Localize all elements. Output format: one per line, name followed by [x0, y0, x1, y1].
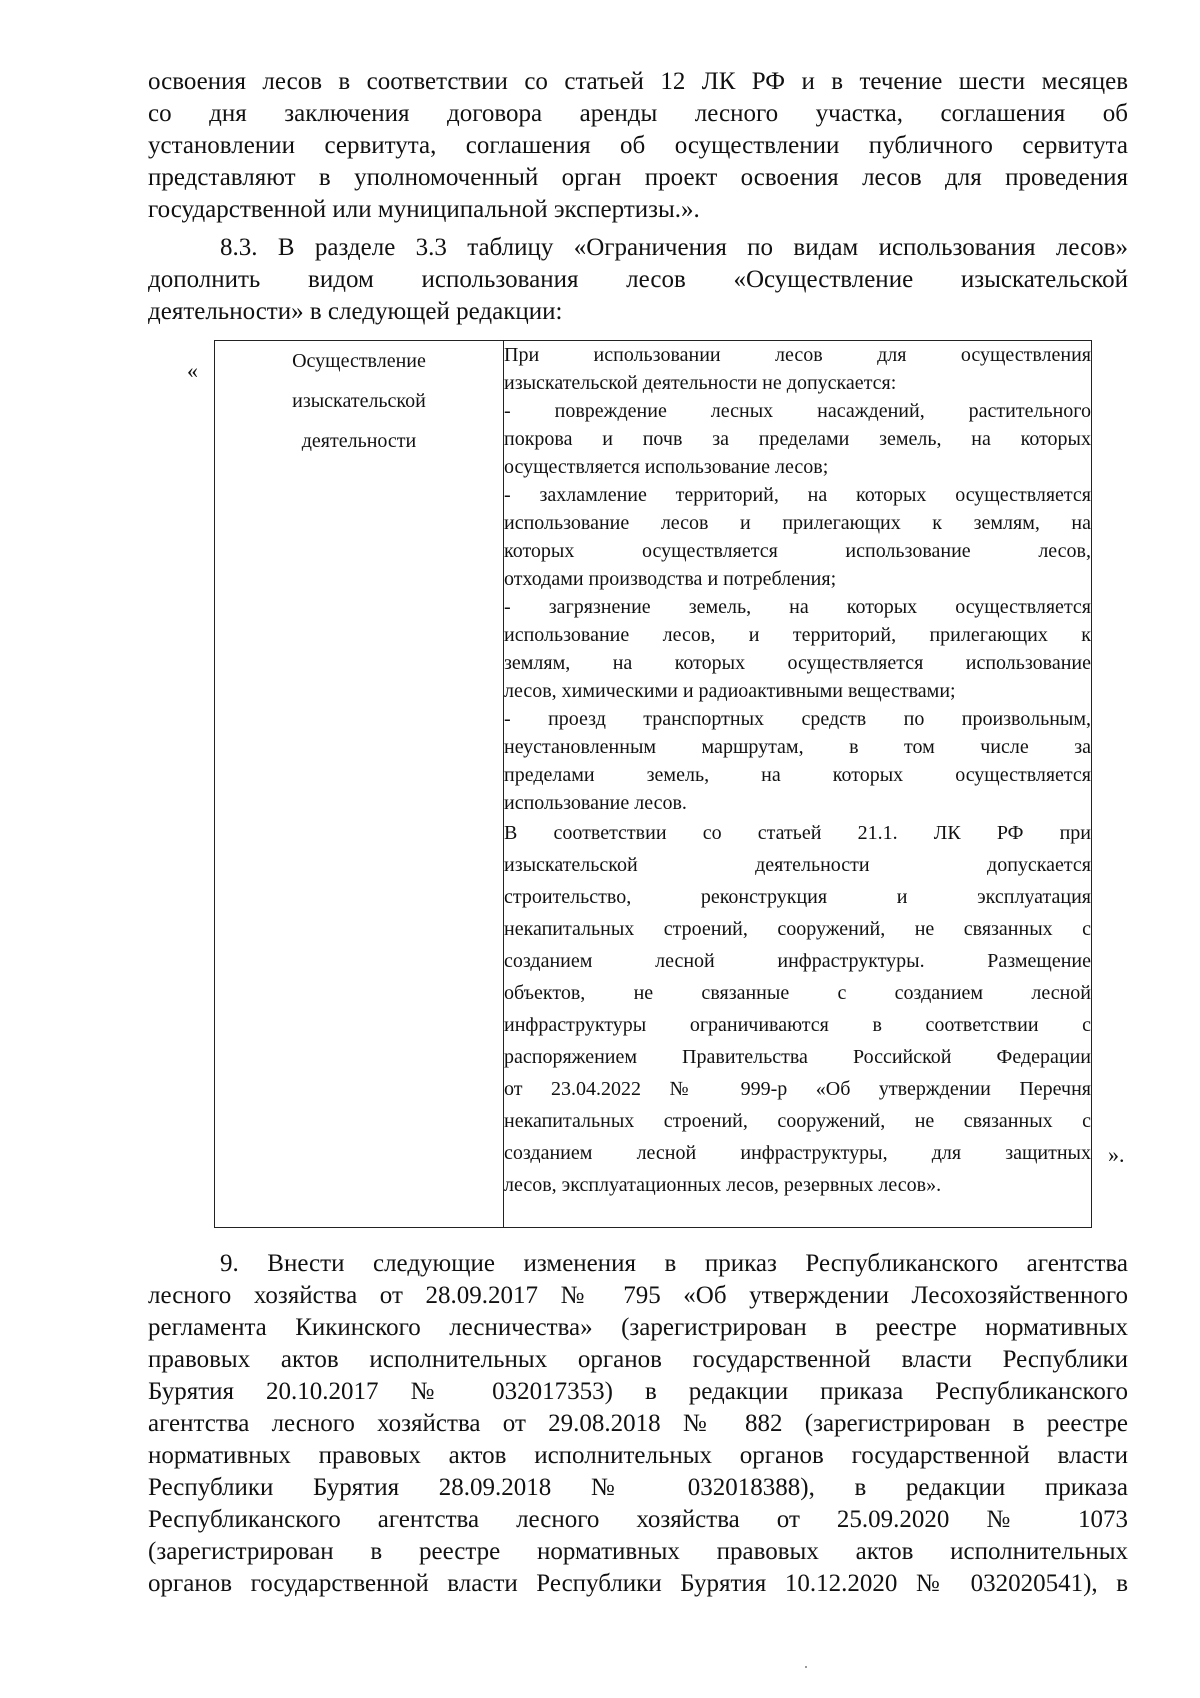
open-quote: «	[187, 358, 198, 383]
text-line: дополнить видом использования лесов «Осуществление изыскательской	[148, 266, 1128, 293]
text-line: землям, на которых осуществляется использование	[504, 652, 1091, 674]
text-line: - загрязнение земель, на которых осуществляется	[504, 596, 1091, 618]
section-9-paragraph	[148, 1248, 1128, 1600]
text-line: покрова и почв за пределами земель, на которых	[504, 428, 1091, 450]
text-line: созданием лесной инфраструктуры. Размещение	[504, 950, 1091, 972]
text-line: правовых актов исполнительных органов государственной власти Республики	[148, 1346, 1128, 1373]
text-line: - захламление территорий, на которых осуществляется	[504, 484, 1091, 506]
use-kind-line: изыскательской	[292, 390, 426, 412]
text-line: некапитальных строений, сооружений, не связанных с	[504, 918, 1091, 940]
text-line: лесов, химическими и радиоактивными веществами;	[504, 680, 956, 702]
text-line: агентства лесного хозяйства от 29.08.2018 № 882 (зарегистрирован в реестре	[148, 1410, 1128, 1437]
text-line: строительство, реконструкция и эксплуатация	[504, 886, 1091, 908]
text-line: регламента Кикинского лесничества» (зарегистрирован в реестре нормативных	[148, 1314, 1128, 1341]
text-line: Республиканского агентства лесного хозяйства от 25.09.2020 № 1073	[148, 1506, 1128, 1533]
close-quote: ».	[1108, 1142, 1125, 1167]
text-line: лесного хозяйства от 28.09.2017 № 795 «Об утверждении Лесохозяйственного	[148, 1282, 1128, 1309]
restrictions-table	[214, 340, 1092, 1228]
text-line: некапитальных строений, сооружений, не связанных с	[504, 1110, 1091, 1132]
top-paragraph	[148, 66, 1128, 226]
text-line: неустановленным маршрутам, в том числе за	[504, 736, 1091, 758]
text-line: объектов, не связанные с созданием лесной	[504, 982, 1091, 1004]
text-line: Республики Бурятия 28.09.2018 № 032018388), в редакции приказа	[148, 1474, 1128, 1501]
text-line: использование лесов, и территорий, прилегающих к	[504, 624, 1091, 646]
text-line: лесов, эксплуатационных лесов, резервных лесов».	[504, 1174, 942, 1196]
text-line: - проезд транспортных средств по произвольным,	[504, 708, 1091, 730]
text-line: от 23.04.2022 № 999-р «Об утверждении Перечня	[504, 1078, 1091, 1100]
text-line: отходами производства и потребления;	[504, 568, 837, 590]
text-line: нормативных правовых актов исполнительных органов государственной власти	[148, 1442, 1128, 1469]
section-8-3-paragraph	[148, 232, 1128, 328]
text-line: использование лесов.	[504, 792, 687, 814]
text-line: осуществляется использование лесов;	[504, 456, 829, 478]
text-line: 9. Внести следующие изменения в приказ Республиканского агентства	[220, 1250, 1128, 1277]
text-line: созданием лесной инфраструктуры, для защитных	[504, 1142, 1091, 1164]
table-row	[215, 341, 1092, 1228]
text-line: органов государственной власти Республики Бурятия 10.12.2020 № 032020541), в	[148, 1570, 1128, 1597]
text-line: изыскательской деятельности не допускается:	[504, 372, 897, 394]
text-line: В соответствии со статьей 21.1. ЛК РФ при	[504, 822, 1091, 844]
text-line: представляют в уполномоченный орган проект освоения лесов для проведения	[148, 164, 1128, 191]
text-line: деятельности» в следующей редакции:	[148, 298, 563, 325]
permission-text	[504, 817, 1091, 1201]
text-line: (зарегистрирован в реестре нормативных правовых актов исполнительных	[148, 1538, 1128, 1565]
text-line: изыскательской деятельности допускается	[504, 854, 1091, 876]
text-line: со дня заключения договора аренды лесного участка, соглашения об	[148, 100, 1128, 127]
text-line: установлении сервитута, соглашения об осуществлении публичного сервитута	[148, 132, 1128, 159]
scan-speck	[805, 1666, 807, 1668]
text-line: которых осуществляется использование лесов,	[504, 540, 1091, 562]
use-kind-line: Осуществление	[292, 350, 426, 372]
restrictions-list	[504, 341, 1091, 817]
text-line: освоения лесов в соответствии со статьей 12 ЛК РФ и в течение шести месяцев	[148, 68, 1128, 95]
text-line: При использовании лесов для осуществления	[504, 344, 1091, 366]
restrictions-cell	[504, 341, 1092, 1228]
text-line: 8.3. В разделе 3.3 таблицу «Ограничения по видам использования лесов»	[220, 234, 1128, 261]
use-kind-line: деятельности	[301, 430, 417, 452]
text-line: инфраструктуры ограничиваются в соответствии с	[504, 1014, 1091, 1036]
text-line: использование лесов и прилегающих к землям, на	[504, 512, 1091, 534]
text-line: Бурятия 20.10.2017 № 032017353) в редакции приказа Республиканского	[148, 1378, 1128, 1405]
use-kind-cell	[215, 341, 504, 1228]
text-line: государственной или муниципальной экспертизы.».	[148, 196, 700, 223]
text-line: - повреждение лесных насаждений, растительного	[504, 400, 1091, 422]
text-line: пределами земель, на которых осуществляется	[504, 764, 1091, 786]
text-line: распоряжением Правительства Российской Федерации	[504, 1046, 1091, 1068]
